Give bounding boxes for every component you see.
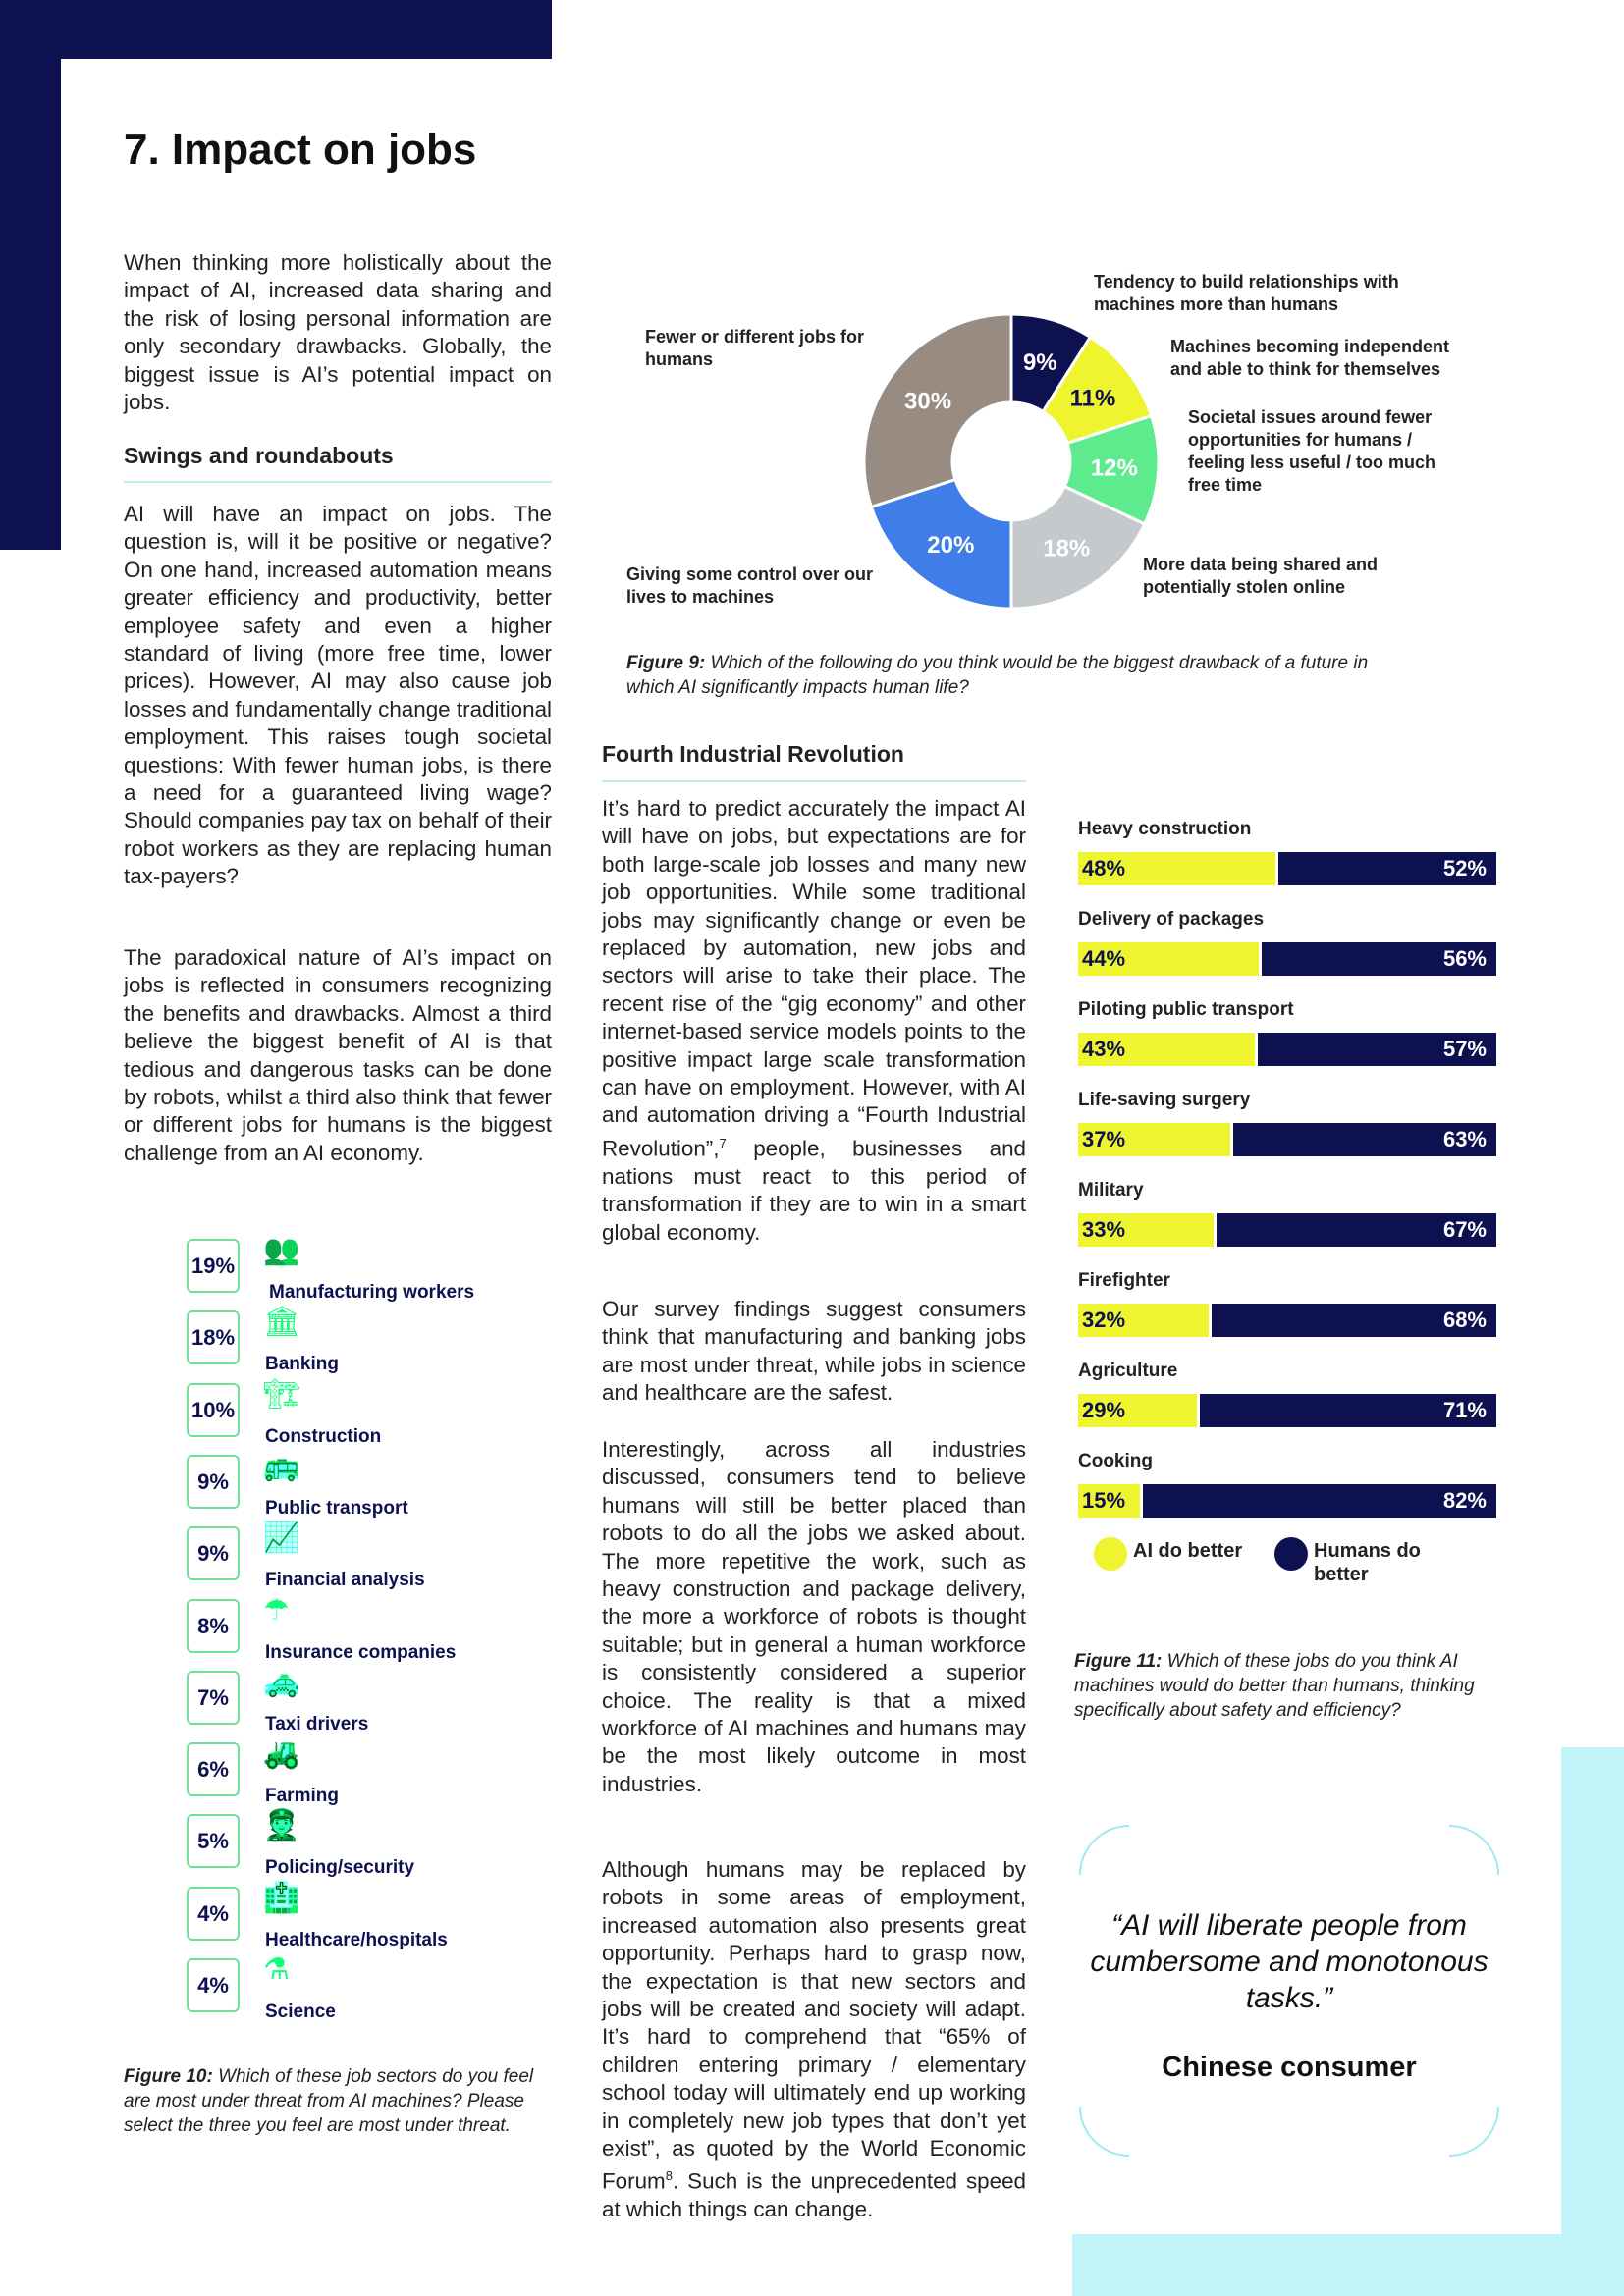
industrial-paragraph-1 [602,795,1026,1247]
bar-category-label: Heavy construction [1078,819,1252,839]
flask-icon: ⚗ [263,1953,290,1986]
industrial-p4-text: Although humans may be replaced by robots in some areas of employment, increased automation also presents great opportunity. Perhaps hard to grasp now, the expectation is that new sectors and jobs will be created and society will adapt. It’s hard to comprehend that “65% of children entering primary / elementary school today will ultimately end up working in completely new job types that don’t yet exist”, as quoted by the World Economic Forum [602,1857,1026,2194]
sector-label: Manufacturing workers [269,1282,475,1303]
donut-value-label-0: 9% [1022,349,1057,377]
figure11-stacked-bar-chart [1078,819,1496,1584]
heading-underline [124,481,552,483]
industrial-paragraph-2: Our survey findings suggest consumers think that manufacturing and banking jobs are most under threat, while jobs in science and healthcare are the safest. [602,1297,1026,1406]
quote-source: Chinese consumer [1162,2052,1417,2083]
industrial-p1-text: It’s hard to predict accurately the impact AI will have on jobs, but expectations are for both large-scale job losses and many new job opportunities. While some traditional jobs may significantly change or even be replaced by automation, new jobs and sectors will arise to take their place. The recent rise of the “gig economy” and other internet-based service models points to the positive impact large scale transformation can have on employment. However, with AI and automation driving a “Fourth Industrial Revolution”, [602,796,1026,1161]
section-heading-fourth-industrial: Fourth Industrial Revolution [602,741,904,767]
chart-icon: 📈 [263,1522,300,1555]
donut-value-label-3: 18% [1043,535,1091,562]
sector-percent-box: 4% [187,1958,240,2012]
tractor-icon: 🚜 [263,1737,300,1771]
legend-humans-swatch [1274,1537,1308,1571]
sector-percent-box: 5% [187,1814,240,1868]
figure9-caption [626,651,1412,700]
sector-percent-box: 9% [187,1526,240,1580]
bar-humans-segment: 57% [1258,1033,1496,1066]
figure10-sector-list [187,1234,501,2024]
sector-percent-box: 6% [187,1742,240,1796]
bar-ai-segment: 33% [1078,1213,1214,1247]
figure9-caption-text: Which of the following do you think would be the biggest drawback of a future in which AI significantly impacts human life? [626,653,1369,698]
legend-ai-swatch [1094,1537,1127,1571]
decorative-band-bottom [1072,2234,1624,2296]
decorative-band-right [1561,1747,1624,2296]
sector-percent-box: 7% [187,1671,240,1725]
sector-label: Policing/security [265,1857,415,1879]
footnote-7[interactable]: 7 [719,1135,727,1150]
figure11-caption [1074,1649,1487,1723]
legend-ai-label: AI do better [1133,1540,1243,1562]
bar-ai-segment: 37% [1078,1123,1230,1156]
bar-category-label: Piloting public transport [1078,999,1294,1020]
workers-icon: 👥 [263,1234,300,1266]
police-icon: 👮 [263,1809,300,1842]
donut-value-label-4: 20% [927,531,975,559]
sector-label: Banking [265,1354,339,1375]
sector-label: Financial analysis [265,1570,425,1591]
donut-value-label-5: 30% [904,388,952,415]
bar-humans-segment: 68% [1212,1304,1496,1337]
bar-ai-segment: 43% [1078,1033,1255,1066]
donut-label-control: Giving some control over our lives to machines [626,564,874,607]
sector-percent-box: 9% [187,1455,240,1509]
bar-category-label: Cooking [1078,1451,1153,1471]
hospital-icon: 🏥 [263,1881,300,1914]
donut-value-label-1: 11% [1069,385,1116,412]
sector-percent-box: 10% [187,1383,240,1437]
bar-ai-segment: 44% [1078,942,1259,976]
sector-label: Insurance companies [265,1641,457,1663]
figure9-caption-label: Figure 9: [626,653,706,673]
bar-category-label: Agriculture [1078,1361,1178,1381]
industrial-paragraph-4 [602,1856,1026,2224]
sector-percent-box: 18% [187,1310,240,1364]
figure10-caption [124,2064,556,2138]
industrial-p1-end: people, businesses and nations must react to this period of transformation if they are to win in a smart global economy. [602,1136,1026,1245]
donut-label-independent: Machines becoming independent and able to think for themselves [1170,337,1450,379]
sector-percent-box: 4% [187,1887,240,1941]
intro-paragraph: When thinking more holistically about the impact of AI, increased data sharing and the risk of losing personal information are only secondary drawbacks. Globally, the biggest issue is AI’s potential impact on jobs. [124,250,552,415]
bar-category-label: Firefighter [1078,1270,1170,1291]
decorative-band-left [0,0,61,550]
bar-humans-segment: 71% [1200,1394,1496,1427]
sector-percent-box: 19% [187,1239,240,1293]
bar-ai-segment: 32% [1078,1304,1209,1337]
quote-text: “AI will liberate people from cumbersome and monotonous tasks.” [1090,1909,1489,2014]
donut-label-data: More data being shared and potentially stolen online [1143,555,1379,597]
bar-humans-segment: 56% [1262,942,1496,976]
donut-value-label-2: 12% [1090,454,1138,482]
industrial-p4-end: . Such is the unprecedented speed at which things can change. [602,2168,1026,2222]
taxi-icon: 🚕 [263,1665,300,1698]
bank-icon: 🏛 [263,1306,301,1339]
bar-humans-segment: 63% [1233,1123,1496,1156]
page-title: 7. Impact on jobs [124,126,477,174]
sector-label: Taxi drivers [265,1713,369,1735]
bar-humans-segment: 67% [1217,1213,1496,1247]
decorative-band-top [0,0,552,59]
figure10-caption-label: Figure 10: [124,2066,213,2087]
donut-label-relationships: Tendency to build relationships with machines more than humans [1094,272,1399,314]
bar-category-label: Life-saving surgery [1078,1090,1251,1110]
sector-label: Science [265,2002,336,2022]
crane-icon: 🏗 [263,1377,301,1411]
bar-category-label: Delivery of packages [1078,909,1265,930]
sector-label: Construction [265,1425,382,1447]
bar-category-label: Military [1078,1180,1144,1201]
bar-ai-segment: 29% [1078,1394,1197,1427]
figure11-caption-label: Figure 11: [1074,1651,1163,1672]
bus-icon: 🚌 [263,1449,300,1482]
donut-label-societal: Societal issues around fewer opportunities for humans / feeling less useful / too much free time [1188,407,1436,495]
bar-humans-segment: 52% [1278,852,1496,885]
sector-label: Public transport [265,1497,408,1519]
bar-ai-segment: 15% [1078,1484,1140,1518]
umbrella-icon: ☂ [263,1593,290,1627]
sector-label: Healthcare/hospitals [265,1929,448,1950]
figure11-caption-text: Which of these jobs do you think AI machines would do better than humans, thinking specifically about safety and efficiency? [1074,1651,1475,1721]
footnote-8[interactable]: 8 [665,2168,673,2184]
bar-humans-segment: 82% [1143,1484,1496,1518]
heading-underline [602,780,1026,782]
figure10-caption-text: Which of these job sectors do you feel are most under threat from AI machines? Please select the three you feel are most under threat. [124,2066,534,2136]
industrial-paragraph-3: Interestingly, across all industries discussed, consumers tend to believe humans will still be better placed than robots to do all the jobs we asked about. The more repetitive the work, such as heavy construction and package delivery, the more a workforce of robots is thought suitable; but in general a human workforce is consistently considered a superior choice. The reality is that a mixed workforce of AI machines and humans may be the most likely outcome in most industries. [602,1437,1026,1796]
bar-ai-segment: 48% [1078,852,1275,885]
sector-percent-box: 8% [187,1599,240,1653]
sector-label: Farming [265,1786,339,1807]
swings-paragraph-1: AI will have an impact on jobs. The question is, will it be positive or negative? On one hand, increased automation means greater efficiency and productivity, better employee safety and even a higher standard of living (more free time, lower prices). However, AI may also cause job losses and fundamentally change traditional employment. This raises tough societal questions: With fewer human jobs, is there a need for a guaranteed living wage? Should companies pay tax on behalf of their robot workers as they are replacing human tax-payers? [124,502,552,889]
section-heading-swings: Swings and roundabouts [124,443,394,468]
legend-humans-label: Humans do better [1314,1540,1421,1585]
swings-paragraph-2: The paradoxical nature of AI’s impact on jobs is reflected in consumers recognizing the benefits and drawbacks. Almost a third believe the biggest benefit of AI is that tedious and dangerous tasks can be done by robots, whilst a third also think that fewer or different jobs for humans is the biggest challenge from an AI economy. [124,945,552,1165]
donut-label-jobs: Fewer or different jobs for humans [645,327,865,369]
